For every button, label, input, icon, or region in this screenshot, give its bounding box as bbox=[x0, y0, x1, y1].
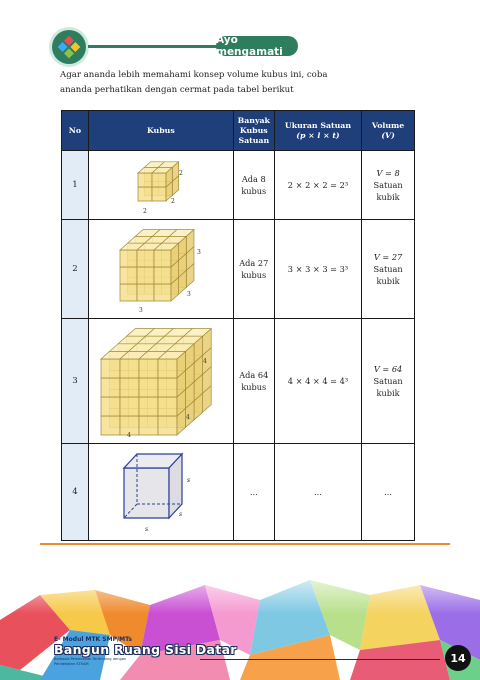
row-number: 2 bbox=[62, 220, 89, 319]
count-cell: Ada 27 kubus bbox=[233, 220, 274, 319]
dim-label-depth: s bbox=[178, 511, 182, 518]
module-logo bbox=[52, 30, 86, 64]
wireframe-cube bbox=[124, 454, 182, 518]
header-banyak: Banyak Kubus Satuan bbox=[233, 111, 274, 151]
footer-subtitle-2: Pendekatan STEAM bbox=[54, 662, 89, 666]
cube-s-figure bbox=[91, 446, 231, 536]
header-kubus: Kubus bbox=[88, 111, 233, 151]
header-volume-label: Volume bbox=[371, 120, 405, 130]
count-cell: Ada 8 kubus bbox=[233, 151, 274, 220]
unit-cube-face bbox=[158, 416, 177, 435]
row-number: 1 bbox=[62, 151, 89, 220]
unit-cube-face bbox=[101, 416, 120, 435]
dim-label-bottom: 3 bbox=[138, 307, 143, 314]
unit-cube-face bbox=[139, 397, 158, 416]
volume-cell bbox=[362, 151, 415, 220]
size-cell: 2 × 2 × 2 = 2³ bbox=[274, 151, 361, 220]
unit-cube-face bbox=[158, 397, 177, 416]
cube-figure-cell bbox=[88, 444, 233, 541]
dim-label-bottom: 4 bbox=[126, 432, 131, 439]
unit-cube-face bbox=[137, 267, 154, 284]
unit-cube-face bbox=[154, 267, 171, 284]
intro-paragraph: Agar ananda lebih memahami konsep volume kubus ini, coba ananda perhatikan dengan cermat pada tabel berikut bbox=[60, 70, 328, 95]
volume-unit: Satuan kubik bbox=[373, 180, 403, 202]
header-ukuran bbox=[274, 111, 361, 151]
volume-table bbox=[61, 110, 415, 541]
colorful-cube-icon bbox=[57, 35, 81, 59]
size-cell: 3 × 3 × 3 = 3³ bbox=[274, 220, 361, 319]
cube-4x4x4-figure bbox=[91, 321, 231, 439]
unit-cube-face bbox=[158, 359, 177, 378]
unit-cube-face bbox=[154, 250, 171, 267]
dim-label-right: 4 bbox=[202, 358, 207, 365]
unit-cube-face bbox=[139, 359, 158, 378]
cube-figure-cell bbox=[88, 220, 233, 319]
page-number: 14 bbox=[445, 645, 471, 671]
unit-cube-face bbox=[120, 378, 139, 397]
header-ukuran-label: Ukuran Satuan bbox=[284, 120, 351, 130]
cube-figure-cell bbox=[88, 151, 233, 220]
unit-cube-face bbox=[137, 250, 154, 267]
unit-cube-face bbox=[138, 173, 152, 187]
header-ukuran-formula: (p × l × t) bbox=[296, 130, 340, 140]
header-volume-symbol: (V) bbox=[381, 130, 395, 140]
footer-module-name: E- Modul MTK SMP/MTs bbox=[54, 636, 133, 643]
cube-3x3x3-figure bbox=[91, 222, 231, 314]
table-row bbox=[62, 220, 415, 319]
dim-label-bottom: s bbox=[144, 526, 148, 533]
size-cell: 4 × 4 × 4 = 4³ bbox=[274, 319, 361, 444]
dim-label-depth: 2 bbox=[170, 198, 175, 205]
unit-cube-face bbox=[120, 284, 137, 301]
cube-figure-cell bbox=[88, 319, 233, 444]
row-number: 4 bbox=[62, 444, 89, 541]
unit-cube-face bbox=[120, 359, 139, 378]
row-number: 3 bbox=[62, 319, 89, 444]
unit-cube-face bbox=[138, 187, 152, 201]
header-divider bbox=[88, 45, 228, 48]
volume-unit: Satuan kubik bbox=[373, 376, 403, 398]
count-cell: Ada 64 kubus bbox=[233, 319, 274, 444]
dim-label-bottom: 2 bbox=[142, 208, 147, 215]
volume-equation: V = 8 bbox=[376, 168, 400, 178]
cube-2x2x2-figure bbox=[91, 153, 231, 215]
table-row bbox=[62, 151, 415, 220]
unit-cube-face bbox=[158, 378, 177, 397]
unit-cube-face bbox=[139, 378, 158, 397]
unit-cube-face bbox=[137, 284, 154, 301]
unit-cube-face bbox=[120, 250, 137, 267]
table-row bbox=[62, 319, 415, 444]
footer-divider bbox=[200, 659, 440, 660]
volume-equation: V = 64 bbox=[373, 364, 403, 374]
header-no: No bbox=[62, 111, 89, 151]
table-row bbox=[62, 444, 415, 541]
dim-label-right: 3 bbox=[196, 249, 201, 256]
orange-divider bbox=[40, 543, 450, 545]
dim-label-right: s bbox=[186, 477, 190, 484]
footer-subtitle-1: Berbasis Pemecahan Tertimbing dengan bbox=[54, 657, 127, 661]
size-cell: ... bbox=[274, 444, 361, 541]
count-cell: ... bbox=[233, 444, 274, 541]
header-volume bbox=[362, 111, 415, 151]
dim-label-depth: 3 bbox=[186, 291, 191, 298]
unit-cube-face bbox=[101, 378, 120, 397]
unit-cube-face bbox=[120, 267, 137, 284]
footer-title: Bangun Ruang Sisi Datar bbox=[54, 642, 237, 657]
unit-cube-face bbox=[154, 284, 171, 301]
unit-cube-face bbox=[120, 397, 139, 416]
unit-cube-face bbox=[152, 187, 166, 201]
dim-label-right: 2 bbox=[178, 170, 183, 177]
table-header-row bbox=[62, 111, 415, 151]
footer-text bbox=[54, 636, 237, 667]
unit-cube-face bbox=[101, 359, 120, 378]
volume-cell bbox=[362, 319, 415, 444]
unit-cube-face bbox=[101, 397, 120, 416]
volume-cell bbox=[362, 220, 415, 319]
dim-label-depth: 4 bbox=[185, 414, 190, 421]
volume-cell: ... bbox=[362, 444, 415, 541]
unit-cube-face bbox=[139, 416, 158, 435]
section-banner: Ayo mengamati bbox=[216, 36, 298, 56]
volume-equation: V = 27 bbox=[373, 252, 403, 262]
unit-cube-face bbox=[152, 173, 166, 187]
volume-unit: Satuan kubik bbox=[373, 264, 403, 286]
